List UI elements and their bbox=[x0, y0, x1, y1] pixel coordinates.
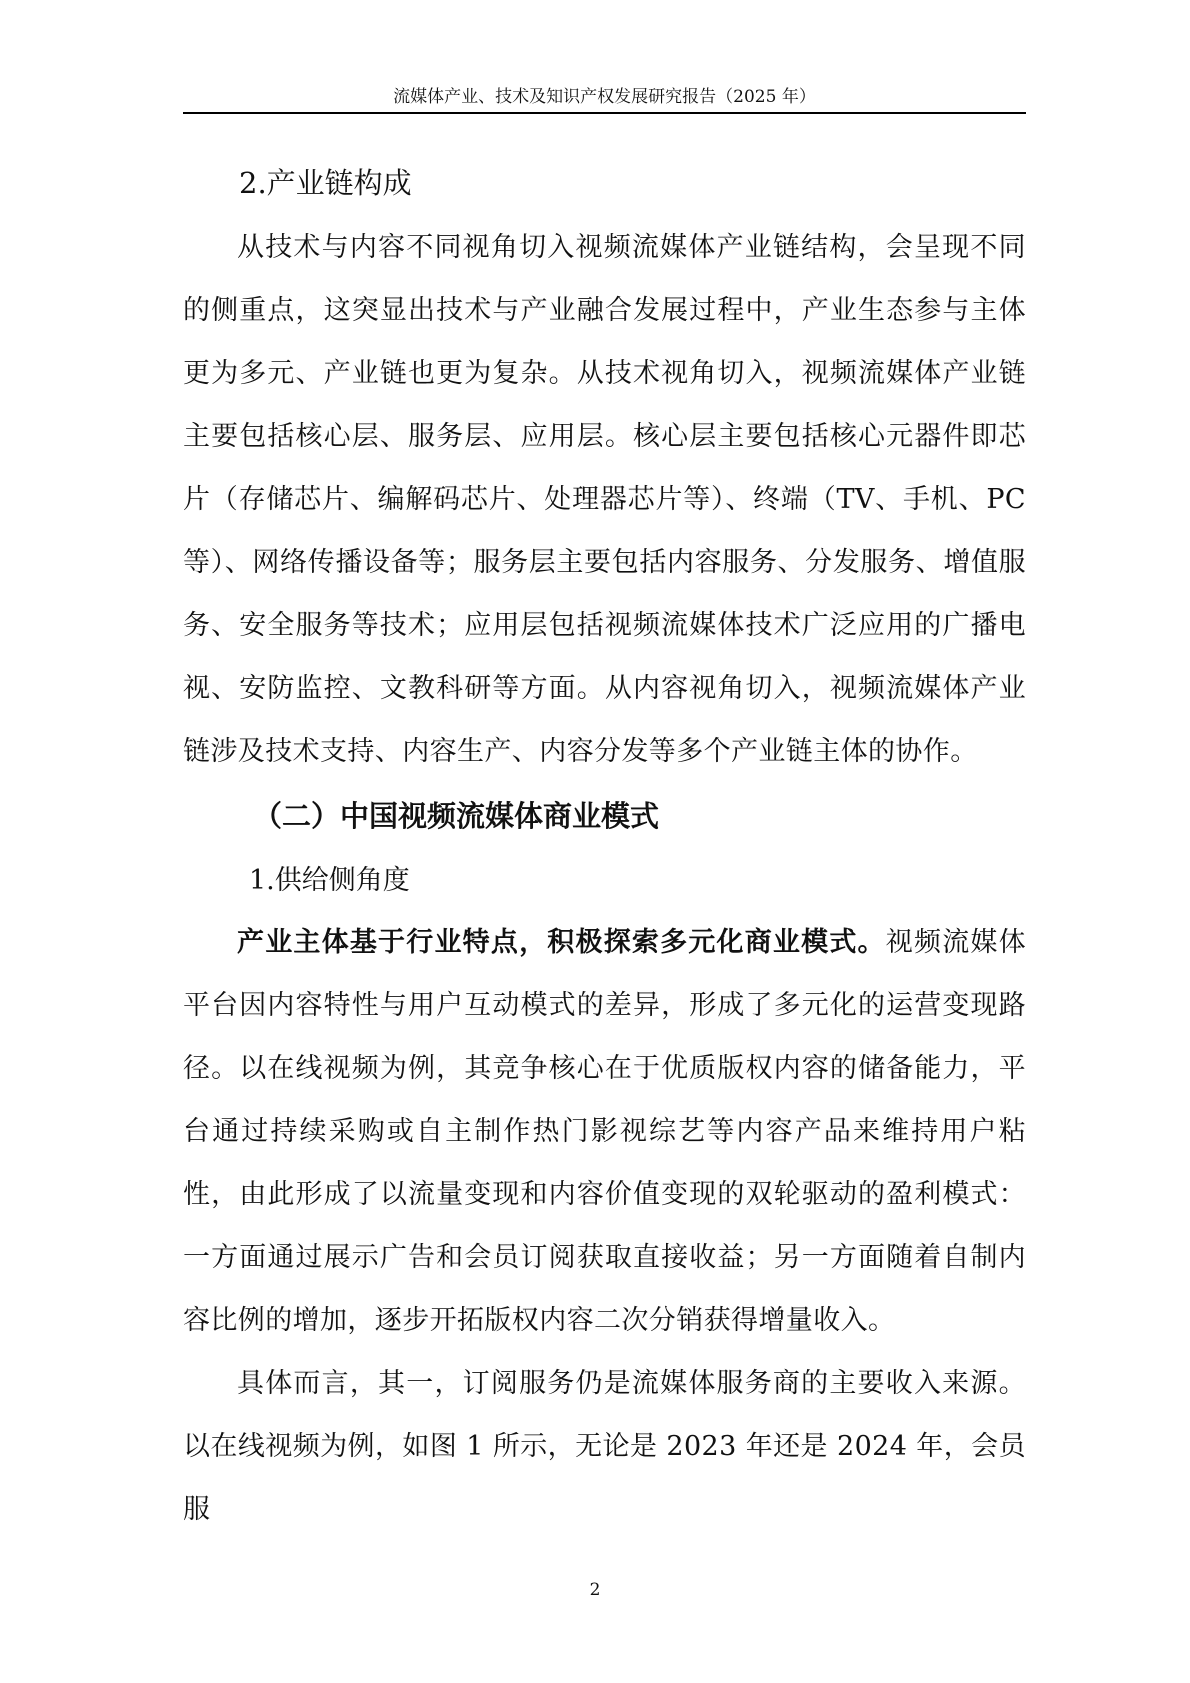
running-header bbox=[183, 84, 1026, 114]
paragraph-body-text: 视频流媒体平台因内容特性与用户互动模式的差异，形成了多元化的运营变现路径。以在线视频为例，其竞争核心在于优质版权内容的储备能力，平台通过持续采购或自主制作热门影视综艺等内容产品来维持用户粘性，由此形成了以流量变现和内容价值变现的双轮驱动的盈利模式：一方面通过展示广告和会员订阅获取直接收益；另一方面随着自制内容比例的增加，逐步开拓版权内容二次分销获得增量收入。 bbox=[183, 927, 1027, 1336]
paragraph-lead-sentence: 产业主体基于行业特点，积极探索多元化商业模式。 bbox=[237, 927, 886, 958]
report-title: 流媒体产业、技术及知识产权发展研究报告（2025 年） bbox=[393, 87, 816, 107]
subheading-supply-side: 1.供给侧角度 bbox=[249, 865, 410, 896]
section-heading-business-model: （二）中国视频流媒体商业模式 bbox=[253, 799, 660, 833]
paragraph-subscription: 具体而言，其一，订阅服务仍是流媒体服务商的主要收入来源。以在线视频为例，如图 1 所示，无论是 2023 年还是 2024 年，会员服 bbox=[183, 1368, 1026, 1525]
page-number: 2 bbox=[589, 1580, 601, 1600]
document-body bbox=[183, 150, 1026, 1541]
paragraph-supply-side bbox=[183, 911, 1026, 1352]
paragraph-industry-chain: 从技术与内容不同视角切入视频流媒体产业链结构，会呈现不同的侧重点，这突显出技术与产业融合发展过程中，产业生态参与主体更为多元、产业链也更为复杂。从技术视角切入，视频流媒体产业链主要包括核心层、服务层、应用层。核心层主要包括核心元器件即芯片（存储芯片、编解码芯片、处理器芯片等）、终端（TV、手机、PC 等）、网络传播设备等；服务层主要包括内容服务、分发服务、增值服务、安全服务等技术；应用层包括视频流媒体技术广泛应用的广播电视、安防监控、文教科研等方面。从内容视角切入，视频流媒体产业链涉及技术支持、内容生产、内容分发等多个产业链主体的协作。 bbox=[183, 232, 1026, 767]
subheading-industry-chain: 2.产业链构成 bbox=[239, 166, 412, 200]
